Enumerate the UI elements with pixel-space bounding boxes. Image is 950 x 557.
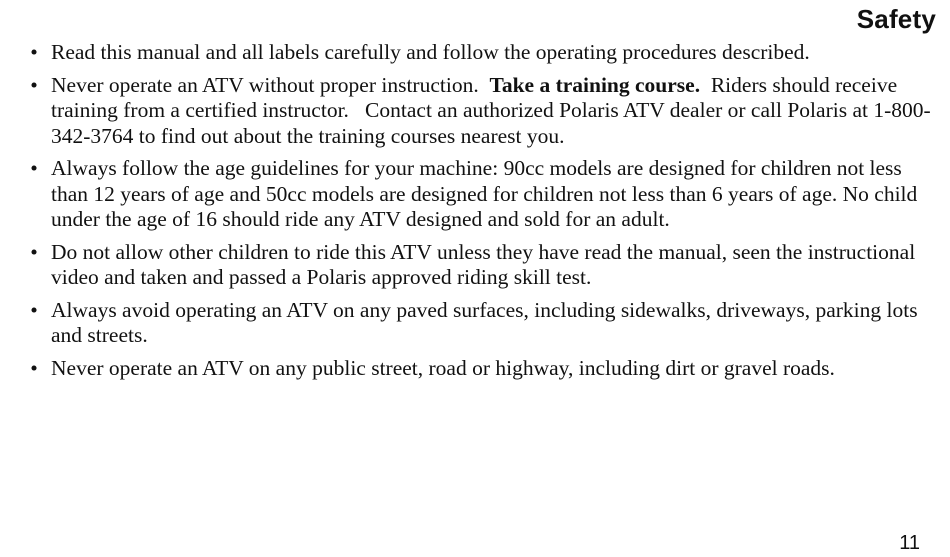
list-item-text-part: Riders should receive training from a certified instructor. Contact an authorized Polaris ATV dealer or call Polaris at 1-800-342-3764 to find out about the training courses nearest you. — [51, 72, 931, 148]
page-title: Safety — [856, 4, 936, 34]
list-item — [24, 156, 944, 233]
bullet-icon: • — [30, 355, 38, 380]
list-item-text: Always follow the age guidelines for your machine: 90cc models are designed for children not less than 12 years of age and 50cc models are designed for children not less than 6 years of age. No child under the age of 16 should ride any ATV designed and sold for an adult. — [51, 156, 918, 231]
bullet-icon: • — [30, 40, 38, 64]
list-item-text: Always avoid operating an ATV on any paved surfaces, including sidewalks, driveways, parking lots and streets. — [51, 297, 918, 347]
list-item — [24, 40, 944, 66]
safety-bullet-list — [24, 40, 944, 388]
list-item — [24, 356, 944, 382]
list-item — [24, 298, 944, 349]
list-item-text: Read this manual and all labels carefully and follow the operating procedures described. — [51, 40, 810, 64]
bullet-icon: • — [30, 297, 38, 322]
list-item — [24, 73, 944, 150]
list-item-text: Never operate an ATV on any public street, road or highway, including dirt or gravel roads. — [51, 355, 835, 380]
bullet-icon: • — [30, 72, 38, 97]
list-item-text-part: Never operate an ATV without proper instruction. — [51, 72, 490, 97]
bullet-icon: • — [30, 239, 38, 264]
page-number: 11 — [899, 532, 920, 554]
bullet-icon: • — [30, 156, 38, 180]
list-item-text: Do not allow other children to ride this ATV unless they have read the manual, seen the instructional video and taken and passed a Polaris approved riding skill test. — [51, 239, 916, 289]
training-course-emphasis: Take a training course. — [489, 72, 701, 97]
list-item-text — [51, 73, 931, 148]
list-item — [24, 240, 944, 291]
